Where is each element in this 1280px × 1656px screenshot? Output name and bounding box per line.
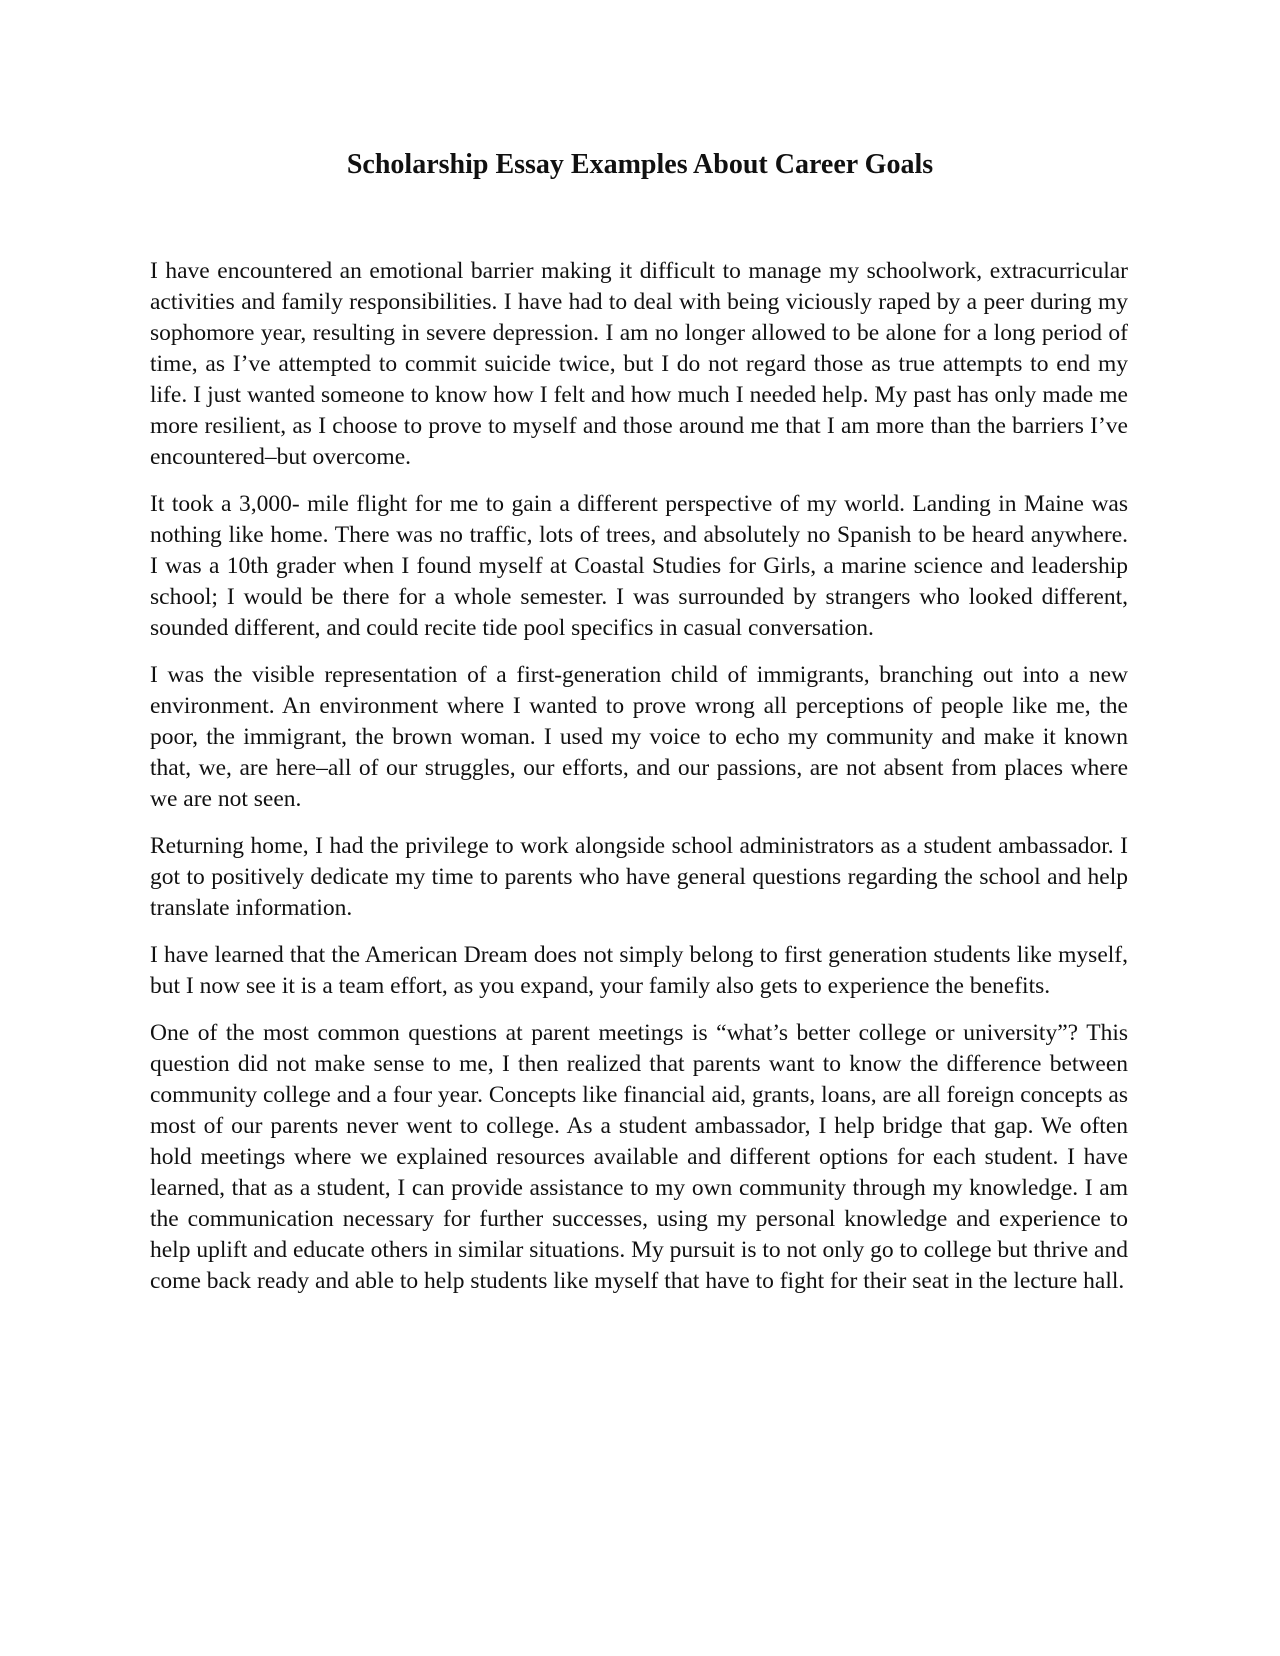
paragraph-4: Returning home, I had the privilege to work alongside school administrators as a student ambassador. I got to positively dedicate my time to parents who have general questions regarding the school and help translate information. bbox=[150, 833, 1128, 921]
document-title: Scholarship Essay Examples About Career Goals bbox=[346, 149, 934, 180]
paragraph-1: I have encountered an emotional barrier making it difficult to manage my schoolwork, extracurricular activities and family responsibilities. I have had to deal with being viciously raped by a peer during my sophomore year, resulting in severe depression. I am no longer allowed to be alone for a long period of time, as I’ve attempted to commit suicide twice, but I do not regard those as true attempts to end my life. I just wanted someone to know how I felt and how much I needed help. My past has only made me more resilient, as I choose to prove to myself and those around me that I am more than the barriers I’ve encountered–but overcome. bbox=[150, 258, 1128, 470]
paragraph-2: It took a 3,000- mile flight for me to gain a different perspective of my world. Landing in Maine was nothing like home. There was no traffic, lots of trees, and absolutely no Spanish to be heard anywhere. I was a 10th grader when I found myself at Coastal Studies for Girls, a marine science and leadership school; I would be there for a whole semester. I was surrounded by strangers who looked different, sounded different, and could recite tide pool specifics in casual conversation. bbox=[150, 491, 1128, 641]
paragraph-5: I have learned that the American Dream does not simply belong to first generation students like myself, but I now see it is a team effort, as you expand, your family also gets to experience the benefits. bbox=[150, 942, 1128, 999]
paragraph-6: One of the most common questions at parent meetings is “what’s better college or university”? This question did not make sense to me, I then realized that parents want to know the difference between community college and a four year. Concepts like financial aid, grants, loans, are all foreign concepts as most of our parents never went to college. As a student ambassador, I help bridge that gap. We often hold meetings where we explained resources available and different options for each student. I have learned, that as a student, I can provide assistance to my own community through my knowledge. I am the communication necessary for further successes, using my personal knowledge and experience to help uplift and educate others in similar situations. My pursuit is to not only go to college but thrive and come back ready and able to help students like myself that have to fight for their seat in the lecture hall. bbox=[150, 1020, 1128, 1294]
paragraph-3: I was the visible representation of a first-generation child of immigrants, branching out into a new environment. An environment where I wanted to prove wrong all perceptions of people like me, the poor, the immigrant, the brown woman. I used my voice to echo my community and make it known that, we, are here–all of our struggles, our efforts, and our passions, are not absent from places where we are not seen. bbox=[150, 662, 1128, 812]
essay-body bbox=[150, 256, 1128, 1313]
